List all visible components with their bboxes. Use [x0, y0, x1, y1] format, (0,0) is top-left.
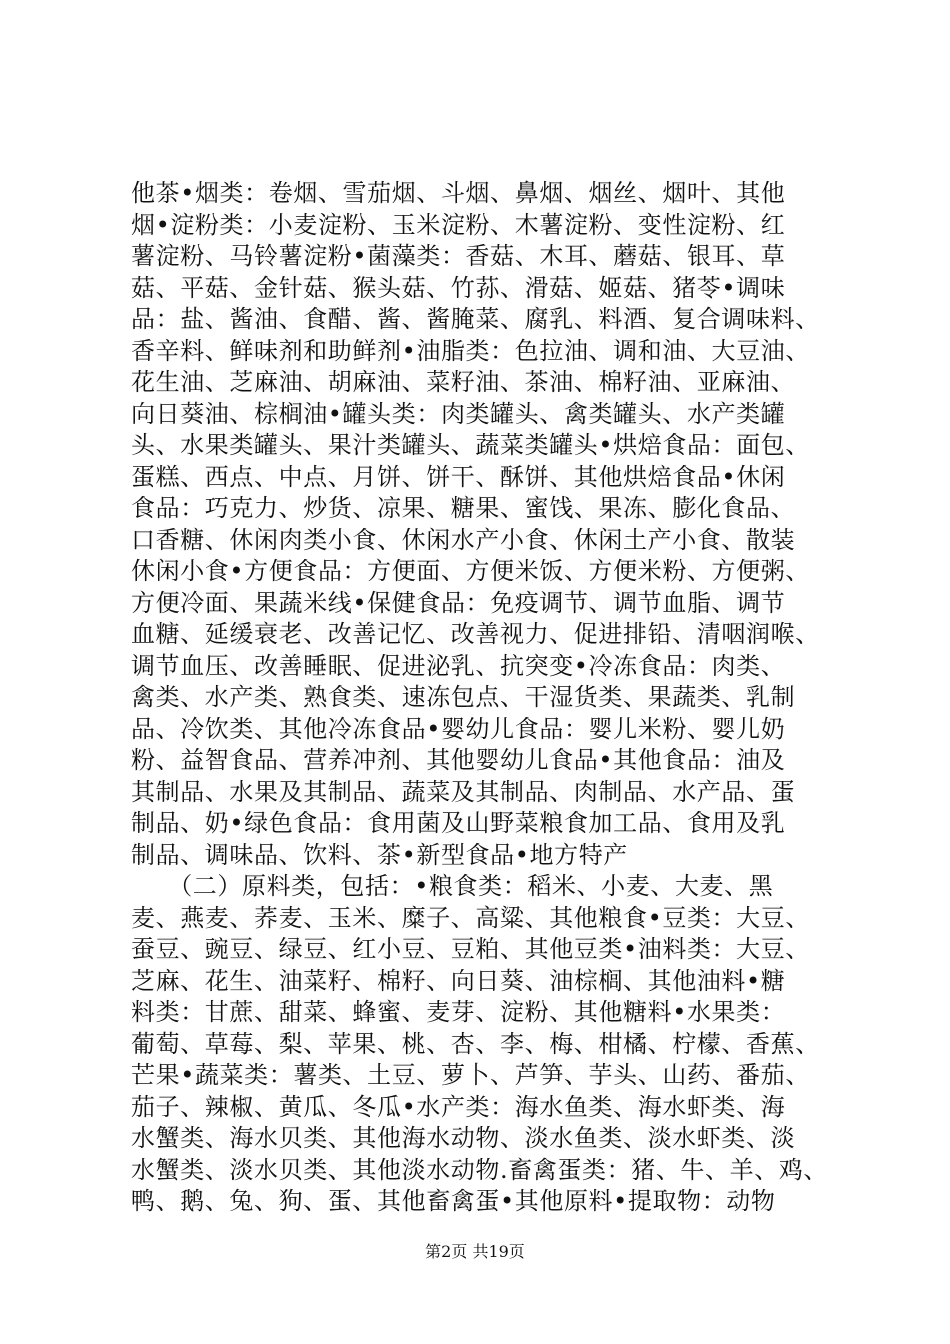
- text-line: 品、冷饮类、其他冷冻食品•婴幼儿食品：婴儿米粉、婴儿奶: [131, 714, 786, 743]
- text-line: 芒果•蔬菜类：薯类、土豆、萝卜、芦笋、芋头、山药、番茄、: [131, 1061, 810, 1089]
- text-line: 芝麻、花生、油菜籽、棉籽、向日葵、油棕榈、其他油料•糖: [131, 966, 786, 995]
- text-line: 其制品、水果及其制品、蔬菜及其制品、肉制品、水产品、蛋: [131, 777, 796, 806]
- text-line: 向日葵油、棕榈油•罐头类：肉类罐头、禽类罐头、水产类罐: [131, 399, 786, 428]
- text-line: 料类：甘蔗、甜菜、蜂蜜、麦芽、淀粉、其他糖料•水果类：: [131, 998, 786, 1026]
- text-line: 粉、益智食品、营养冲剂、其他婴幼儿食品•其他食品：油及: [131, 746, 786, 774]
- text-line: 鸭、鹅、兔、狗、蛋、其他畜禽蛋•其他原料•提取物：动物: [131, 1187, 776, 1215]
- text-line: 香辛料、鲜味剂和助鲜剂•油脂类：色拉油、调和油、大豆油、: [131, 336, 810, 365]
- text-line: 花生油、芝麻油、胡麻油、菜籽油、茶油、棉籽油、亚麻油、: [131, 368, 796, 396]
- text-line: 禽类、水产类、熟食类、速冻包点、干湿货类、果蔬类、乳制: [131, 683, 796, 711]
- text-line: 血糖、延缓衰老、改善记忆、改善视力、促进排铅、清咽润喉、: [131, 620, 820, 648]
- text-line: 水蟹类、海水贝类、其他海水动物、淡水鱼类、淡水虾类、淡: [131, 1124, 796, 1152]
- text-line: 葡萄、草莓、梨、苹果、桃、杏、李、梅、柑橘、柠檬、香蕉、: [131, 1029, 820, 1058]
- text-line: 茄子、辣椒、黄瓜、冬瓜•水产类：海水鱼类、海水虾类、海: [131, 1092, 786, 1121]
- text-line: 口香糖、休闲肉类小食、休闲水产小食、休闲土产小食、散装: [131, 525, 796, 554]
- text-line: 头、水果类罐头、果汁类罐头、蔬菜类罐头•烘焙食品：面包、: [131, 431, 810, 459]
- page-number: 第2页 共19页: [425, 1242, 525, 1261]
- text-line: 薯淀粉、马铃薯淀粉•菌藻类：香菇、木耳、蘑菇、银耳、草: [131, 242, 786, 270]
- text-line: （二）原料类，包括：•粮食类：稻米、小麦、大麦、黑: [131, 872, 774, 900]
- body-text: [131, 178, 831, 1218]
- text-line: 方便冷面、果蔬米线•保健食品：免疫调节、调节血脂、调节: [131, 588, 786, 617]
- text-line: 水蟹类、淡水贝类、其他淡水动物.畜禽蛋类：猪、牛、羊、鸡、: [131, 1155, 829, 1184]
- text-line: 烟•淀粉类：小麦淀粉、玉米淀粉、木薯淀粉、变性淀粉、红: [131, 210, 786, 239]
- text-line: 食品：巧克力、炒货、凉果、糖果、蜜饯、果冻、膨化食品、: [131, 494, 796, 522]
- text-line: 蚕豆、豌豆、绿豆、红小豆、豆粕、其他豆类•油料类：大豆、: [131, 935, 810, 963]
- text-line: 蛋糕、西点、中点、月饼、饼干、酥饼、其他烘焙食品•休闲: [131, 462, 786, 491]
- text-line: 他茶•烟类：卷烟、雪茄烟、斗烟、鼻烟、烟丝、烟叶、其他: [131, 179, 786, 207]
- text-line: 制品、调味品、饮料、茶•新型食品•地方特产: [131, 840, 628, 869]
- text-line: 休闲小食•方便食品：方便面、方便米饭、方便米粉、方便粥、: [131, 557, 810, 585]
- text-line: 品：盐、酱油、食醋、酱、酱腌菜、腐乳、料酒、复合调味料、: [131, 305, 820, 333]
- text-line: 菇、平菇、金针菇、猴头菇、竹荪、滑菇、姬菇、猪苓•调味: [131, 273, 786, 302]
- text-line: 制品、奶•绿色食品：食用菌及山野菜粮食加工品、食用及乳: [131, 809, 786, 837]
- text-line: 麦、燕麦、荞麦、玉米、糜子、高粱、其他粮食•豆类：大豆、: [131, 903, 810, 932]
- text-line: 调节血压、改善睡眠、促进泌乳、抗突变•冷冻食品：肉类、: [131, 651, 786, 680]
